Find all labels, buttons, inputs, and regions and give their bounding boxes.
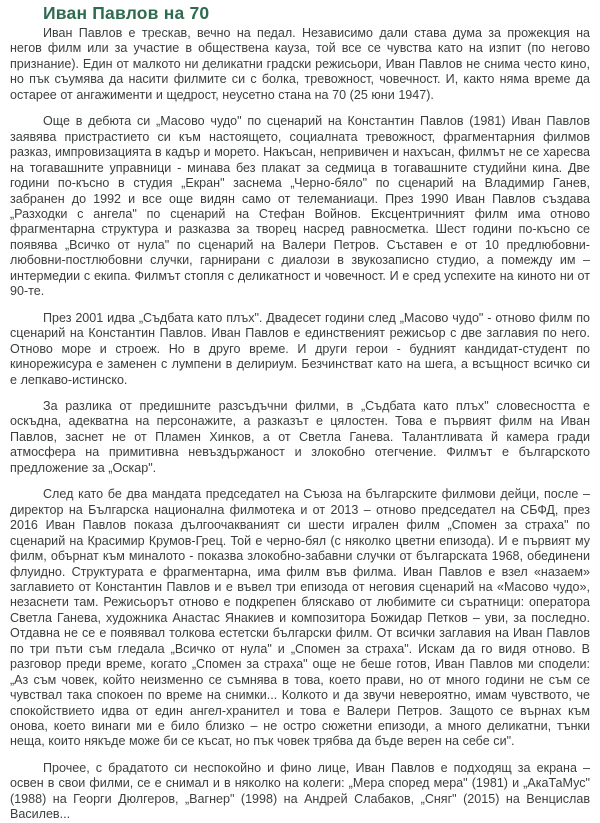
paragraph: За разлика от предишните разсъдъчни филми, в „Съдбата като плъх" словесността е оскъдна, адекватна на персонажите, а разказът е цялостен. Това е първият филм на Иван Павлов, заснет не от Пламен Хинков, а от Светла Ганева. Талантливата й камера гради атмосфера на примитивна невъздържаност и злокобно отегчение. Филмът е българското предложение за „Оскар". bbox=[10, 398, 590, 475]
page-title: Иван Павлов на 70 bbox=[43, 3, 210, 23]
paragraph: След като бе два мандата председател на Съюза на българските филмови дейци, после – директор на Българска национална филмотека и от 2013 – отново председател на СБФД, през 2016 Иван Павлов показа дългоочакваният си шести игрален филм „Спомен за страха" по сценарий на Красимир Крумов-Грец. Той е черно-бял (с няколко цветни епизода). И е първият му филм, обърнат към миналото - показва злокобно-забавни случки от българската 1968, обединени флуидно. Структурата е фрагментарна, има филм във филма. Иван Павлов е взел «назаем» заглавието от Константин Павлов и е въвел три епизода от неговия сценарий на «Масово чудо», незаснети там. Режисьорът отново е подкрепен бляскаво от любимите си съратници: оператора Светла Ганева, художника Анастас Янакиев и композитора Божидар Петков – уви, за последно. Отдавна не се е появявал толкова естетски български филм. От всички заглавия на Иван Павлов по три пъти съм гледала „Всичко от нула" и „Спомен за страха". Искам да го видя отново. В разговор преди време, когато „Спомен за страха" още не беше готов, Иван Павлов ми сподели: „Аз съм човек, който неизменно се съмнява в това, което прави, но от много години не съм се чувствал така спокоен по време на снимки... Колкото и да звучи невероятно, имам чувството, че спокойствието идва от един ангел-хранител и това е Валери Петров. Защото се върнах към онова, което винаги ми е било близко – не остро сюжетни епизоди, а много деликатни, тънки неща, които някъде може би се късат, но пък човек трябва да бъде верен на себе си". bbox=[10, 487, 590, 749]
article-body bbox=[10, 26, 590, 823]
paragraph: Иван Павлов е трескав, вечно на педал. Независимо дали става дума за прожекция на негов филм или за участие в обществена кауза, той все се чувства като на изпит (по негово признание). Един от малкото ни деликатни градски режисьори, Иван Павлов не снима често кино, но пък съумява да насити филмите си с болка, тревожност, човечност. И, както няма време да остарее от ангажименти и щедрост, неусетно стана на 70 (25 юни 1947). bbox=[10, 26, 590, 102]
paragraph: През 2001 идва „Съдбата като плъх". Двадесет години след „Масово чудо" - отново филм по сценарий на Константин Павлов. Иван Павлов е единственият режисьор с две заглавия по него. Отново море и строеж. Но в друго време. И други герои - будният кандидат-студент по кинорежисура е заменен с лумпени в делириум. Безчинстват като на шега, а всъщност всичко си е лепкаво-истинско. bbox=[10, 310, 590, 387]
paragraph: Прочее, с брадатото си неспокойно и фино лице, Иван Павлов е подходящ за екрана – освен в свои филми, се е снимал и в няколко на колеги: „Мера според мера" (1981) и „АкаТаМус" (1988) на Георги Дюлгеров, „Вагнер" (1998) на Андрей Слабаков, „Сняг" (2015) на Венцислав Василев... bbox=[10, 760, 590, 822]
paragraph: Още в дебюта си „Масово чудо" по сценарий на Константин Павлов (1981) Иван Павлов заявява пристрастието си към настоящето, социалната тревожност, фрагментарния филмов разказ, импровизацията в кадър и морето. Накъсан, непривичен и нахъсан, филмът не се харесва на тогавашните управници - минава без плакат за седмица в тогавашните студийни кина. Две години по-късно в студия „Екран" заснема „Черно-бяло" по сценарий на Владимир Ганев, забранен до 1992 и все още видян само от телеманиаци. През 1990 Иван Павлов създава „Разходки с ангела" по сценарий на Стефан Войнов. Ексцентричният филм има отново фрагментарна структура и разказва за творец насред равносметка. Шест години по-късно се появява „Всичко от нула" по сценарий на Валери Петров. Съставен е от 10 предлюбовни-любовни-постлюбовни случки, гарнирани с диалози в звукозаписно студио, а помежду им – интермедии с екипа. Филмът стопля с деликатност и човечност. И е сред успехите на киното ни от 90-те. bbox=[10, 114, 590, 299]
